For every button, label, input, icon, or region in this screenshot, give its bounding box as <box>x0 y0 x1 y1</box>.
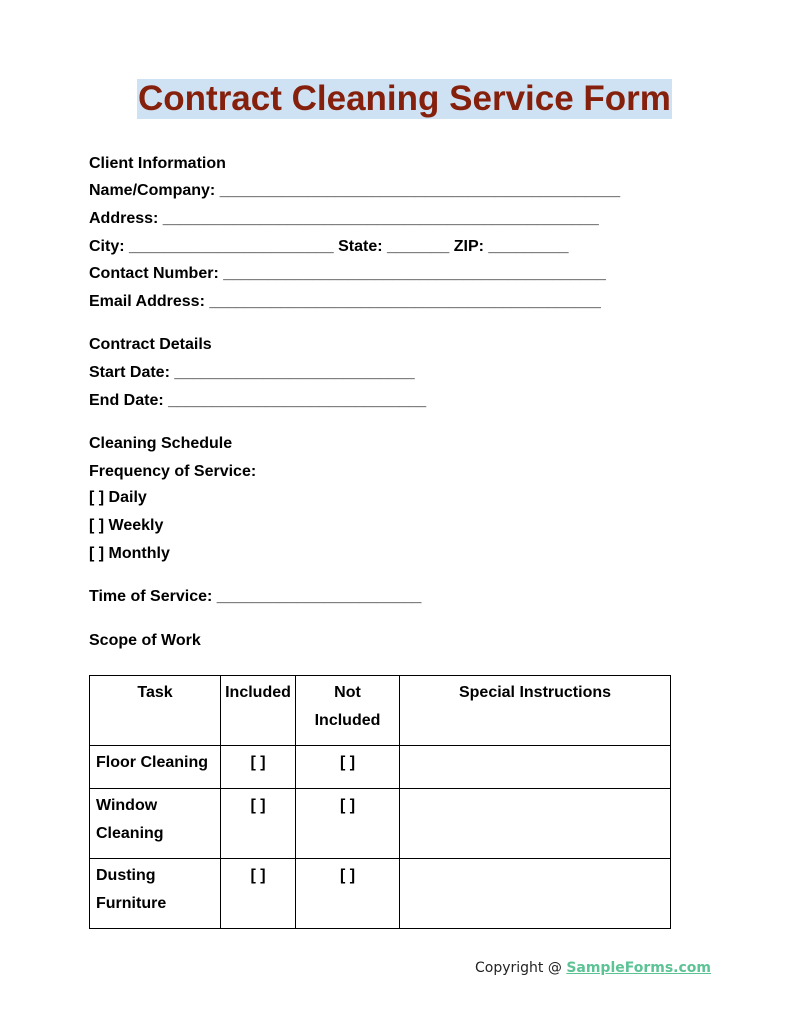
included-checkbox[interactable]: [ ] <box>221 789 296 859</box>
task-cell: Floor Cleaning <box>90 746 221 789</box>
email-field[interactable]: Email Address: ____________________________________________ <box>89 293 601 310</box>
section-heading-scope: Scope of Work <box>89 632 201 649</box>
option-daily[interactable]: [ ] Daily <box>89 489 147 506</box>
not-included-checkbox[interactable]: [ ] <box>296 746 400 789</box>
page-title: Contract Cleaning Service Form <box>138 79 671 118</box>
frequency-label: Frequency of Service: <box>89 463 257 480</box>
included-checkbox[interactable]: [ ] <box>221 859 296 929</box>
address-field[interactable]: Address: _________________________________________________ <box>89 210 599 227</box>
task-cell: Dusting Furniture <box>90 859 221 929</box>
section-heading-contract: Contract Details <box>89 336 212 353</box>
option-weekly[interactable]: [ ] Weekly <box>89 517 164 534</box>
copyright <box>475 960 711 976</box>
not-included-checkbox[interactable]: [ ] <box>296 789 400 859</box>
instructions-cell[interactable] <box>400 859 671 929</box>
included-checkbox[interactable]: [ ] <box>221 746 296 789</box>
end-date-field[interactable]: End Date: _____________________________ <box>89 392 427 409</box>
instructions-cell[interactable] <box>400 746 671 789</box>
contact-number-field[interactable]: Contact Number: ___________________________________________ <box>89 265 606 282</box>
time-of-service-field[interactable]: Time of Service: _______________________ <box>89 588 422 605</box>
header-not-included: Not Included <box>296 676 400 746</box>
scope-table <box>89 675 671 929</box>
header-task: Task <box>90 676 221 746</box>
option-monthly[interactable]: [ ] Monthly <box>89 545 170 562</box>
section-heading-schedule: Cleaning Schedule <box>89 435 233 452</box>
table-row <box>90 789 671 859</box>
table-row <box>90 859 671 929</box>
table-row <box>90 746 671 789</box>
instructions-cell[interactable] <box>400 789 671 859</box>
section-heading-client: Client Information <box>89 155 226 172</box>
copyright-text: Copyright @ <box>475 960 567 976</box>
table-header-row <box>90 676 671 746</box>
sampleforms-link[interactable]: SampleForms.com <box>566 960 712 976</box>
header-special-instructions: Special Instructions <box>400 676 671 746</box>
header-included: Included <box>221 676 296 746</box>
name-company-field[interactable]: Name/Company: _____________________________________________ <box>89 182 621 199</box>
city-state-zip-field[interactable]: City: _______________________ State: _______ ZIP: _________ <box>89 238 569 255</box>
task-cell: Window Cleaning <box>90 789 221 859</box>
start-date-field[interactable]: Start Date: ___________________________ <box>89 364 415 381</box>
not-included-checkbox[interactable]: [ ] <box>296 859 400 929</box>
